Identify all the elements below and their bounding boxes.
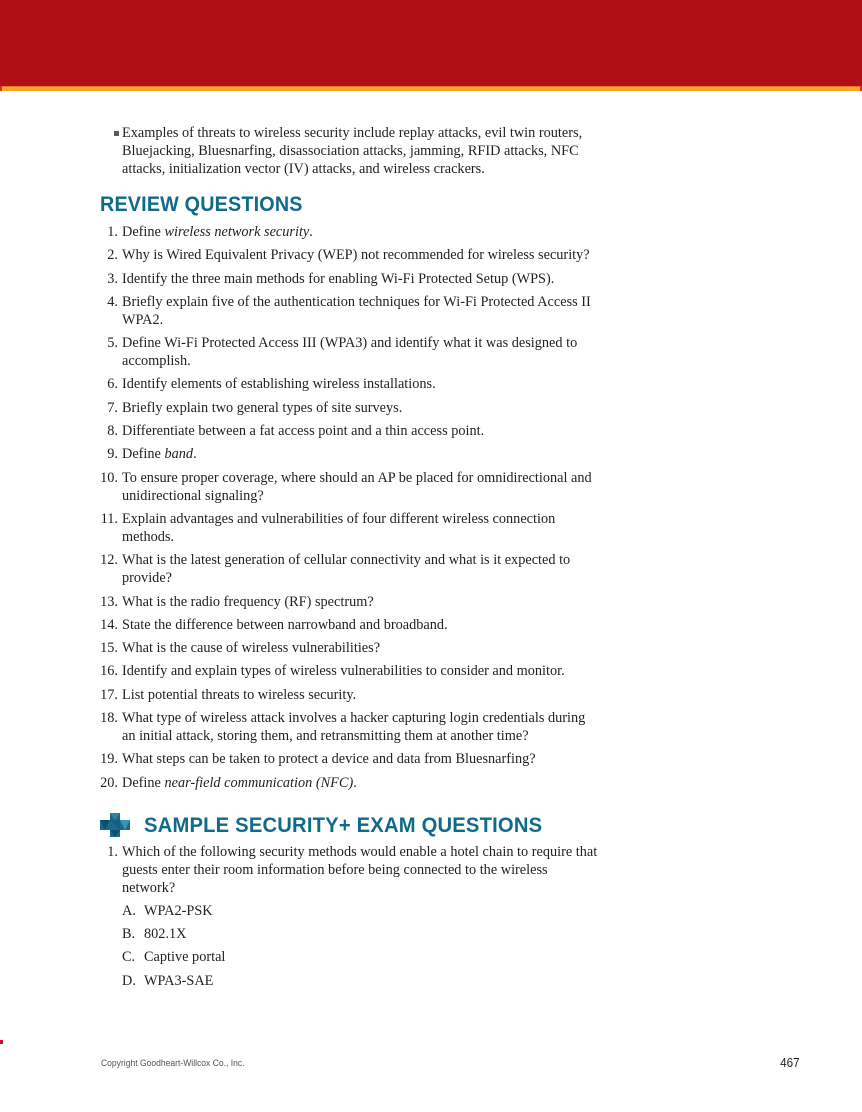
review-question: 14. State the difference between narrowband and broadband.	[100, 616, 448, 633]
review-question: 17. List potential threats to wireless security.	[100, 686, 357, 703]
question-number: 6.	[107, 376, 118, 393]
page-number: 467	[780, 1055, 800, 1070]
page-edge-marker	[0, 1040, 3, 1044]
review-question: 2. Why is Wired Equivalent Privacy (WEP) not recommended for wireless security?	[107, 247, 590, 264]
review-question: 12. What is the latest generation of cellular connectivity and what is it expected to provide?	[100, 552, 571, 587]
question-number: 9.	[107, 446, 118, 463]
review-question: 3. Identify the three main methods for enabling Wi-Fi Protected Setup (WPS).	[107, 270, 555, 287]
review-question: 15. What is the cause of wireless vulnerabilities?	[100, 640, 381, 657]
sample-exam-heading: SAMPLE SECURITY+ EXAM QUESTIONS	[144, 812, 543, 837]
review-question: 13. What is the radio frequency (RF) spectrum?	[100, 593, 374, 610]
question-number: 20.	[100, 774, 118, 791]
footer-copyright: Copyright Goodheart-Willcox Co., Inc.	[101, 1058, 245, 1069]
question-number: 7.	[107, 399, 118, 416]
question-number: 12.	[100, 552, 118, 569]
question-number: 11.	[100, 510, 118, 527]
page-content	[100, 124, 600, 995]
review-question: 5. Define Wi-Fi Protected Access III (WPA3) and identify what it was designed to accomplish.	[107, 335, 578, 370]
question-text: Which of the following security methods would enable a hotel chain to require that guests enter their room information before being connected to the wireless network?	[122, 843, 598, 896]
question-number: 8.	[107, 423, 118, 440]
review-question: 10. To ensure proper coverage, where should an AP be placed for omnidirectional and unidirectional signaling?	[100, 469, 592, 504]
review-question: 9. Define band.	[107, 446, 197, 463]
review-question: 20. Define near-field communication (NFC).	[100, 774, 357, 791]
question-number: 3.	[107, 270, 118, 287]
question-number: 1.	[107, 224, 118, 240]
sample-exam-questions	[100, 843, 600, 990]
question-number: 15.	[100, 640, 118, 657]
review-question: 7. Briefly explain two general types of site surveys.	[107, 399, 403, 416]
exam-question	[100, 843, 600, 990]
review-question: 4. Briefly explain five of the authentication techniques for Wi-Fi Protected Access II WPA2.	[107, 293, 591, 328]
question-number: 10.	[100, 469, 118, 486]
review-question: 8. Differentiate between a fat access point and a thin access point.	[107, 423, 485, 440]
question-number: 1.	[107, 843, 118, 860]
sample-exam-heading-row	[100, 813, 600, 837]
header-banner	[0, 0, 862, 87]
review-question: 19. What steps can be taken to protect a device and data from Bluesnarfing?	[100, 751, 536, 768]
answer-choice: B. 802.1X	[122, 925, 187, 942]
question-number: 16.	[100, 663, 118, 680]
question-number: 4.	[107, 293, 118, 310]
question-number: 17.	[100, 686, 118, 703]
answer-choice: D. WPA3-SAE	[122, 972, 214, 989]
answer-choices	[122, 902, 600, 990]
review-question: 16. Identify and explain types of wireless vulnerabilities to consider and monitor.	[100, 663, 565, 680]
summary-bullet	[100, 124, 600, 178]
review-question: 6. Identify elements of establishing wireless installations.	[107, 376, 436, 393]
stripe-left-cap	[0, 86, 2, 91]
header-stripe	[0, 86, 862, 91]
question-number: 2.	[107, 247, 118, 264]
question-number: 13.	[100, 593, 118, 610]
review-questions-list	[100, 223, 600, 792]
review-question: 18. What type of wireless attack involves a hacker capturing login credentials during an initial attack, storing them, and retransmitting them at another time?	[100, 710, 586, 745]
question-number: 14.	[100, 616, 118, 633]
summary-bullet-text: Examples of threats to wireless security include replay attacks, evil twin routers, Bluejacking, Bluesnarfing, disassociation attacks, jamming, RFID attacks, NFC attacks, initialization vector (IV) attacks, and wireless crackers.	[122, 125, 583, 177]
answer-choice: A. WPA2-PSK	[122, 902, 213, 919]
question-number: 5.	[107, 335, 118, 352]
question-number: 19.	[100, 751, 118, 768]
plus-icon	[100, 813, 130, 837]
answer-choice: C. Captive portal	[122, 949, 226, 966]
review-question: 1. Define wireless network security.	[107, 224, 313, 240]
question-number: 18.	[100, 710, 118, 727]
square-bullet-icon	[114, 131, 119, 136]
review-questions-heading: REVIEW QUESTIONS	[100, 193, 303, 216]
review-question: 11. Explain advantages and vulnerabilities of four different wireless connection methods.	[100, 510, 556, 545]
